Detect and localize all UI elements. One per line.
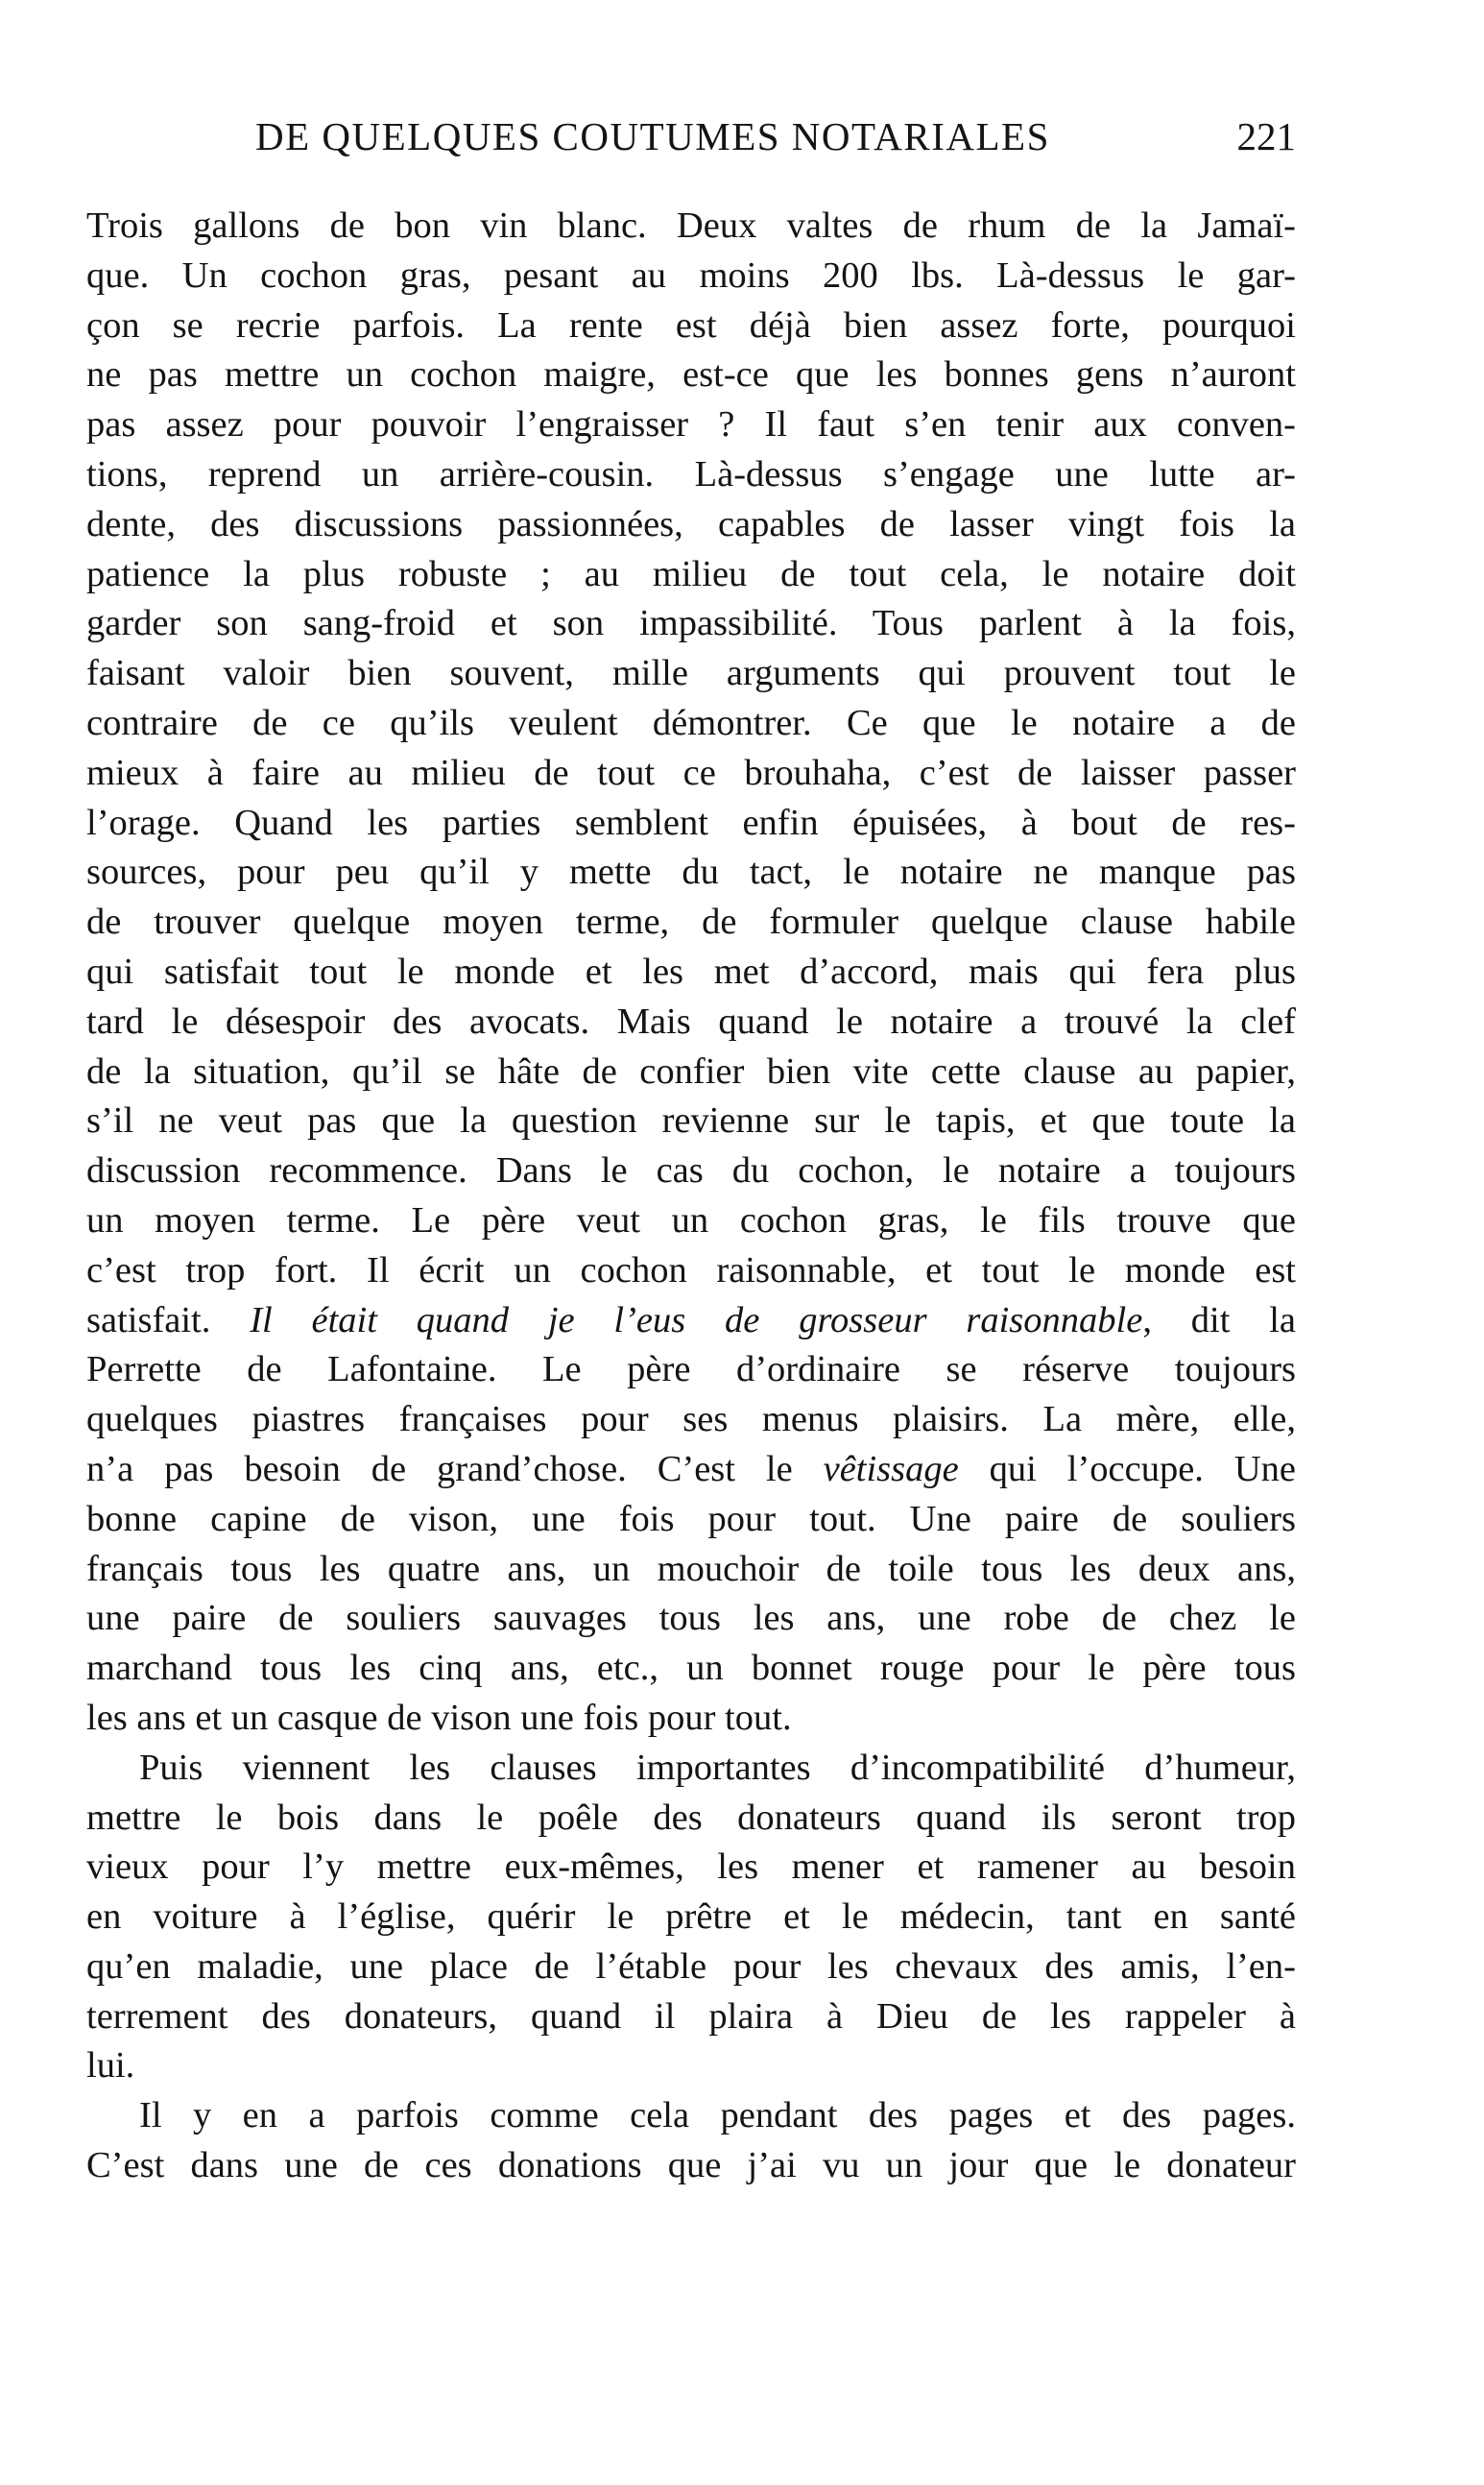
body-text	[86, 202, 1296, 2191]
text-line: s’il ne veut pas que la question revienne sur le tapis, et que toute la	[86, 1100, 1296, 1142]
text-line: Puis viennent les clauses importantes d’incompatibilité d’humeur,	[139, 1747, 1296, 1788]
text-line: Il y en a parfois comme cela pendant des pages et des pages.	[139, 2095, 1296, 2136]
text-line: Trois gallons de bon vin blanc. Deux valtes de rhum de la Jamaï-	[86, 205, 1296, 246]
text-line: patience la plus robuste ; au milieu de tout cela, le notaire doit	[86, 553, 1296, 594]
text-line: qui satisfait tout le monde et les met d’accord, mais qui fera plus	[86, 951, 1296, 992]
paragraph-2	[86, 1744, 1296, 2092]
text-line: C’est dans une de ces donations que j’ai vu un jour que le donateur	[86, 2145, 1296, 2186]
page-number: 221	[1236, 114, 1296, 158]
text-line-with-italic-quote	[86, 1296, 1296, 1346]
text-line: ne pas mettre un cochon maigre, est-ce que les bonnes gens n’auront	[86, 354, 1296, 396]
text-line: Perrette de Lafontaine. Le père d’ordinaire se réserve toujours	[86, 1349, 1296, 1390]
text-line: çon se recrie parfois. La rente est déjà bien assez forte, pourquoi	[86, 304, 1296, 346]
text-line: vieux pour l’y mettre eux-mêmes, les mener et ramener au besoin	[86, 1846, 1296, 1888]
text-line: discussion recommence. Dans le cas du cochon, le notaire a toujours	[86, 1150, 1296, 1192]
text-line: les ans et un casque de vison une fois pour tout.	[86, 1697, 792, 1738]
text-line: tard le désespoir des avocats. Mais quand le notaire a trouvé la clef	[86, 1001, 1296, 1042]
text-line: sources, pour peu qu’il y mette du tact, le notaire ne manque pas	[86, 852, 1296, 893]
paragraph-3	[86, 2091, 1296, 2191]
text-line: faisant valoir bien souvent, mille arguments qui prouvent tout le	[86, 653, 1296, 694]
text-line: de trouver quelque moyen terme, de formuler quelque clause habile	[86, 902, 1296, 943]
text-line: mieux à faire au milieu de tout ce brouhaha, c’est de laisser passer	[86, 752, 1296, 793]
italic-quote: Il était quand je l’eus de grosseur raisonnable	[250, 1299, 1143, 1340]
text-line-with-italic-word	[86, 1445, 1296, 1495]
text-line: l’orage. Quand les parties semblent enfin épuisées, à bout de res-	[86, 802, 1296, 843]
text-line: mettre le bois dans le poêle des donateurs quand ils seront trop	[86, 1797, 1296, 1838]
text-line: quelques piastres françaises pour ses menus plaisirs. La mère, elle,	[86, 1399, 1296, 1440]
text-line: contraire de ce qu’ils veulent démontrer. Ce que le notaire a de	[86, 702, 1296, 743]
text-line: tions, reprend un arrière-cousin. Là-dessus s’engage une lutte ar-	[86, 453, 1296, 495]
text-run: qui l’occupe. Une	[958, 1448, 1296, 1489]
text-line: marchand tous les cinq ans, etc., un bonnet rouge pour le père tous	[86, 1648, 1296, 1689]
text-run: satisfait.	[86, 1299, 251, 1340]
text-line: garder son sang-froid et son impassibilité. Tous parlent à la fois,	[86, 603, 1296, 644]
text-line: que. Un cochon gras, pesant au moins 200 lbs. Là-dessus le gar-	[86, 254, 1296, 296]
text-line: de la situation, qu’il se hâte de confier bien vite cette clause au papier,	[86, 1050, 1296, 1092]
text-line: c’est trop fort. Il écrit un cochon raisonnable, et tout le monde est	[86, 1249, 1296, 1291]
text-line: une paire de souliers sauvages tous les ans, une robe de chez le	[86, 1598, 1296, 1639]
text-line: en voiture à l’église, quérir le prêtre et le médecin, tant en santé	[86, 1896, 1296, 1938]
text-line: bonne capine de vison, une fois pour tout. Une paire de souliers	[86, 1498, 1296, 1539]
text-line: un moyen terme. Le père veut un cochon gras, le fils trouve que	[86, 1199, 1296, 1241]
text-line: dente, des discussions passionnées, capables de lasser vingt fois la	[86, 503, 1296, 544]
text-run: n’a pas besoin de grand’chose. C’est le	[86, 1448, 824, 1489]
text-line: pas assez pour pouvoir l’engraisser ? Il faut s’en tenir aux conven-	[86, 404, 1296, 446]
running-title: DE QUELQUES COUTUMES NOTARIALES	[255, 114, 1050, 158]
text-line: qu’en maladie, une place de l’étable pour les chevaux des amis, l’en-	[86, 1945, 1296, 1987]
text-run: , dit la	[1142, 1299, 1296, 1340]
paragraph-1	[86, 202, 1296, 1744]
italic-word: vêtissage	[823, 1448, 959, 1489]
text-line: français tous les quatre ans, un mouchoir de toile tous les deux ans,	[86, 1548, 1296, 1589]
text-line: lui.	[86, 2045, 135, 2087]
running-head	[86, 113, 1296, 171]
text-line: terrement des donateurs, quand il plaira à Dieu de les rappeler à	[86, 1995, 1296, 2037]
